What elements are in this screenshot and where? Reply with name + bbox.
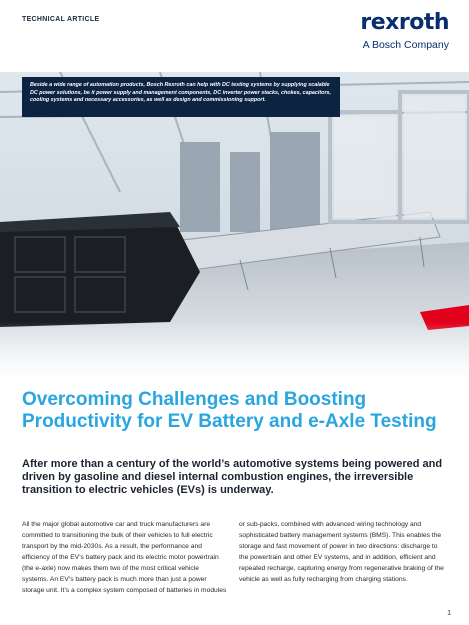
logo-wordmark: rexroth — [360, 10, 449, 35]
page-header — [0, 0, 469, 72]
body-column-right: or sub-packs, combined with advanced wiring technology and sophisticated battery management systems (BMS). This enables the storage and fast movement of power in two directions: discharge to the powertrain and other EV systems, and in addition, efficient and repeated recharge, capturing energy from regenerative braking of the vehicle as well as fully recharging from charging stations. — [239, 521, 444, 583]
rexroth-logo — [360, 12, 449, 51]
intro-callout-box: Beside a wide range of automation products, Bosch Rexroth can help with DC testing systems by supplying scalable DC power solutions, be it power supply and management components, DC inverter power stacks, chokes, capacitors, cooling systems and necessary accessories, as well as design and commissioning support. — [22, 77, 340, 117]
logo-tagline: A Bosch Company — [362, 39, 449, 51]
article-type-label: TECHNICAL ARTICLE — [22, 16, 100, 23]
body-column-left: All the major global automotive car and truck manufacturers are committed to transitioning the bulk of their vehicles to full electric transport by the mid-2030s. As a result, the performance and efficiency of the EV’s battery pack and its electric motor powertrain (the e-axle) now makes them two of the most critical vehicle systems. An EV’s battery pack is much more than just a power storage unit. It’s a complex system composed of batteries in modules — [22, 521, 227, 594]
article-lead: After more than a century of the world’s automotive systems being powered and driven by gasoline and diesel internal combustion engines, the irreversible transition to electric vehicles (EVs) is underway. — [22, 458, 443, 496]
page-number: 1 — [447, 610, 451, 617]
factory-assembly-line-image — [0, 72, 469, 382]
article-title: Overcoming Challenges and Boosting Productivity for EV Battery and e-Axle Testing — [22, 389, 437, 432]
hero-photo — [0, 72, 469, 382]
